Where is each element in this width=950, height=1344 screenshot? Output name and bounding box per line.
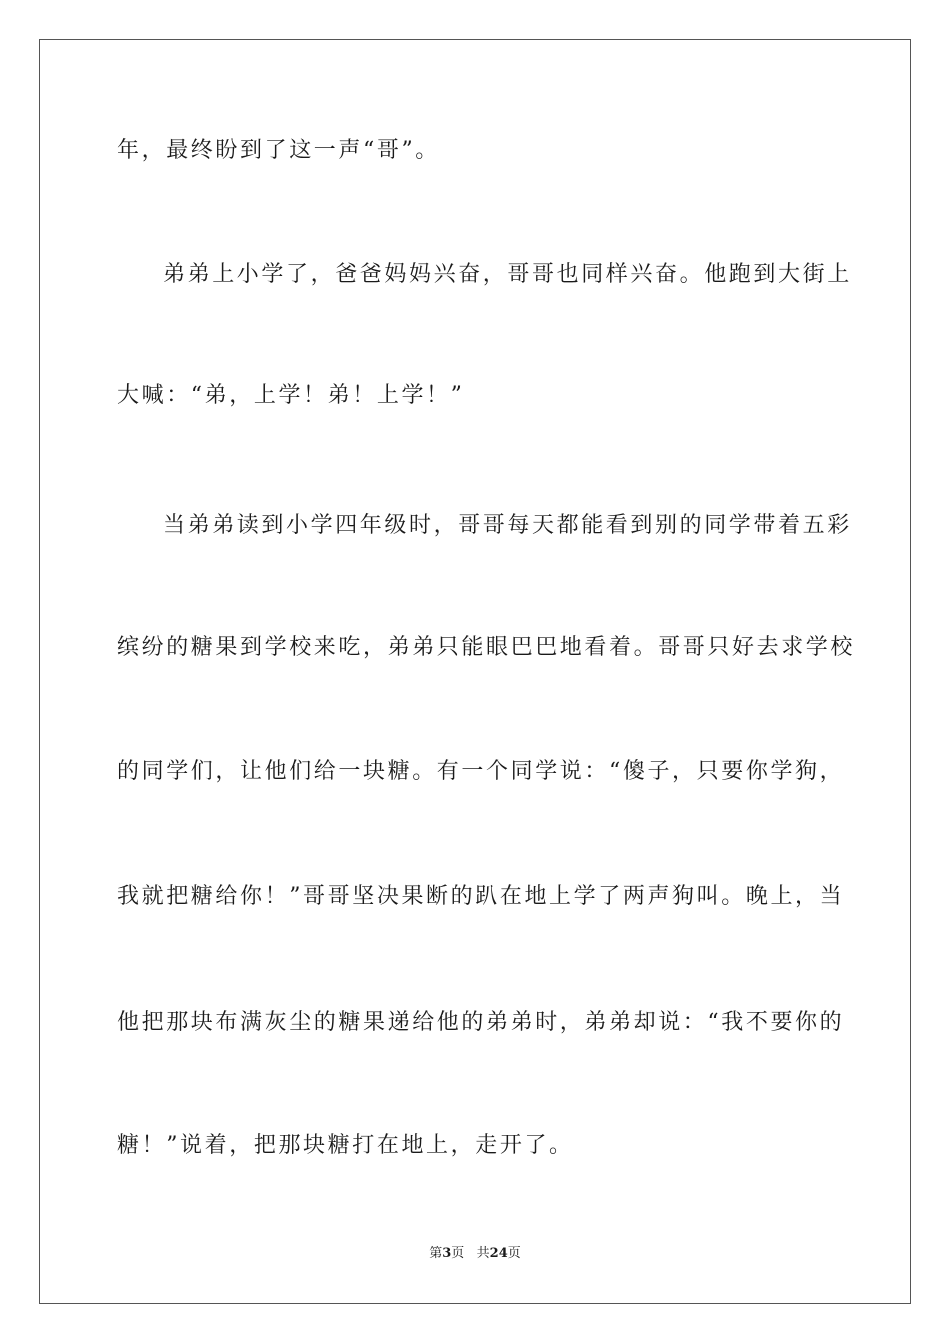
text-line: 大喊：“弟，上学！弟！上学！”	[117, 383, 465, 408]
text-line: 糖！”说着，把那块糖打在地上，走开了。	[117, 1133, 574, 1158]
page-footer	[0, 1244, 950, 1264]
footer-page-suffix: 页 共	[451, 1246, 490, 1261]
page-border	[39, 39, 911, 1304]
text-line: 他把那块布满灰尘的糖果递给他的弟弟时，弟弟却说：“我不要你的	[117, 1010, 845, 1035]
text-line: 缤纷的糖果到学校来吃，弟弟只能眼巴巴地看着。哥哥只好去求学校	[117, 635, 856, 660]
footer-page-prefix: 第	[429, 1246, 443, 1261]
text-line: 年，最终盼到了这一声“哥”。	[117, 138, 440, 163]
footer-total-pages: 24	[489, 1246, 508, 1261]
footer-total-suffix: 页	[507, 1246, 521, 1261]
text-line: 弟弟上小学了，爸爸妈妈兴奋，哥哥也同样兴奋。他跑到大街上	[163, 262, 852, 287]
text-line: 的同学们，让他们给一块糖。有一个同学说：“傻子，只要你学狗，	[117, 759, 845, 784]
text-line: 我就把糖给你！”哥哥坚决果断的趴在地上学了两声狗叫。晚上，当	[117, 884, 845, 909]
footer-page-number: 3	[442, 1246, 452, 1261]
text-line: 当弟弟读到小学四年级时，哥哥每天都能看到别的同学带着五彩	[163, 513, 852, 538]
